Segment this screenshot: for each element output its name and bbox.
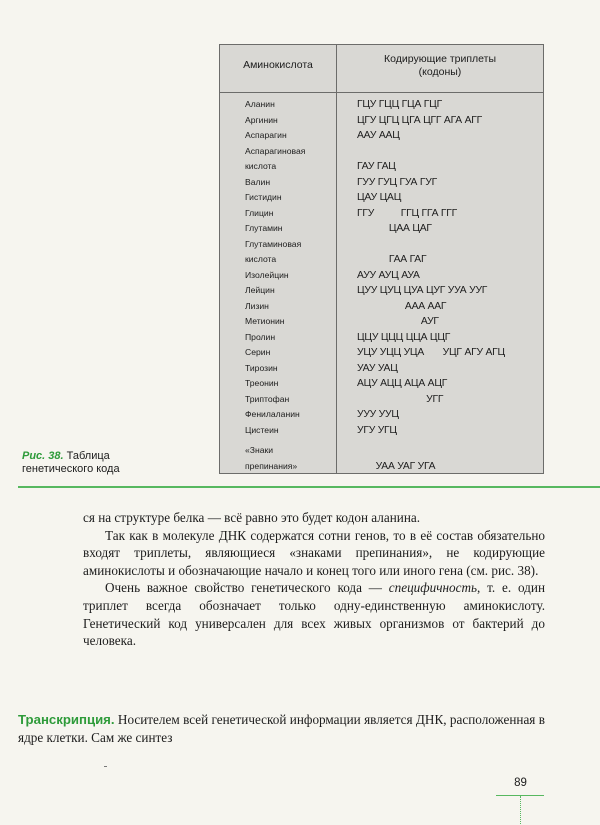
codon-list: УУУ УУЦ — [357, 409, 399, 420]
amino-acid-name: Аргинин — [245, 114, 278, 125]
paragraph-text: , т. е. один триплет всегда обозначает только одну-единственную аминокислоту. Генетический код универсален для всех живых организмов от бактерий до человека. — [83, 580, 545, 649]
codon-list: УАА УАГ УГА — [357, 460, 436, 472]
codon-list: ЦАА ЦАГ — [357, 223, 432, 234]
paragraph: Так как в молекуле ДНК содержатся сотни генов, то в её состав обязательно входят триплеты, являющиеся «знаками препинания», не кодирующие аминокислоты и обозначающие начало и конец того или иного гена (см. рис. 38). — [83, 527, 545, 578]
table-header-rule — [220, 92, 543, 93]
codon-list: ЦУУ ЦУЦ ЦУА ЦУГ УУА УУГ — [357, 285, 488, 296]
amino-acid-name: Глутамин — [245, 223, 283, 233]
amino-acid-name: Цистеин — [245, 424, 279, 435]
amino-acid-name: Глицин — [245, 207, 274, 218]
header-amino-acid: Аминокислота — [243, 59, 313, 71]
amino-acid-column — [245, 97, 335, 474]
amino-acid-name: Пролин — [245, 331, 276, 342]
codon-list — [357, 237, 539, 253]
amino-acid-name: Гистидин — [245, 192, 282, 202]
amino-acid-name: Фенилаланин — [245, 409, 300, 419]
figure-caption — [22, 450, 120, 476]
amino-acid-name: Серин — [245, 347, 271, 357]
codon-list: ЦЦУ ЦЦЦ ЦЦА ЦЦГ — [357, 331, 451, 343]
codon-list: ГАУ ГАЦ — [357, 161, 396, 172]
section-divider — [18, 486, 600, 488]
codon-list: ААУ ААЦ — [357, 130, 400, 141]
section-heading: Транскрипция. — [18, 712, 115, 727]
body-text — [83, 509, 545, 650]
codon-list: ЦАУ ЦАЦ — [357, 192, 402, 203]
codon-list: ГУУ ГУЦ ГУА ГУГ — [357, 176, 437, 188]
genetic-code-table — [219, 44, 544, 474]
amino-acid-name: кислота — [245, 254, 277, 264]
amino-acid-name: Аланин — [245, 99, 275, 109]
amino-acid-name: «Знаки — [245, 445, 274, 455]
figure-label: Рис. 38. — [22, 450, 64, 462]
caption-text-2: генетического кода — [22, 463, 120, 475]
codon-list: АУУ АУЦ АУА — [357, 269, 420, 281]
codon-list — [357, 443, 539, 459]
table-divider — [336, 45, 337, 473]
codon-list: ГГУ ГГЦ ГГА ГГГ — [357, 207, 458, 219]
header-codons-line2: (кодоны) — [418, 66, 462, 78]
amino-acid-name: Триптофан — [245, 393, 290, 404]
header-codons — [337, 53, 543, 79]
codon-list: УАУ УАЦ — [357, 362, 398, 374]
caption-text-1: Таблица — [63, 450, 110, 462]
paragraph-text: Очень важное свойство генетического кода — — [105, 580, 389, 596]
codon-list: ГЦУ ГЦЦ ГЦА ГЦГ — [357, 99, 442, 110]
amino-acid-name: Тирозин — [245, 362, 278, 373]
term-specificity: специфичность — [388, 580, 478, 596]
header-codons-line1: Кодирующие триплеты — [384, 53, 496, 65]
amino-acid-name: Изолейцин — [245, 269, 289, 280]
codon-list: ААА ААГ — [357, 300, 447, 312]
page-number: 89 — [514, 777, 527, 789]
amino-acid-name: Аспарагин — [245, 130, 287, 140]
amino-acid-name: Лизин — [245, 300, 269, 311]
amino-acid-name: Глутаминовая — [245, 238, 302, 249]
codon-list — [357, 144, 539, 160]
codon-list: АУГ — [357, 316, 439, 327]
amino-acid-name: Валин — [245, 176, 271, 187]
codon-list: УЦУ УЦЦ УЦА УЦГ АГУ АГЦ — [357, 347, 505, 358]
codon-list: УГГ — [357, 393, 444, 405]
section-text: Носителем всей генетической информации является ДНК, расположенная в ядре клетки. Сам же синтез — [18, 712, 545, 745]
transcription-section — [18, 711, 545, 746]
amino-acid-name: препинания» — [245, 460, 298, 471]
codon-column — [357, 97, 539, 474]
paragraph: ся на структуре белка — всё равно это будет кодон аланина. — [83, 510, 421, 525]
codon-list: ЦГУ ЦГЦ ЦГА ЦГГ АГА АГГ — [357, 114, 483, 126]
amino-acid-name: Аспарагиновая — [245, 145, 306, 156]
amino-acid-name: Метионин — [245, 316, 285, 326]
amino-acid-name: кислота — [245, 161, 277, 171]
paragraph — [83, 579, 545, 649]
amino-acid-name: Треонин — [245, 378, 279, 388]
amino-acid-name: Лейцин — [245, 285, 275, 295]
codon-list: ГАА ГАГ — [357, 254, 427, 265]
print-speck — [104, 766, 107, 767]
codon-list: УГУ УГЦ — [357, 424, 397, 436]
codon-list: АЦУ АЦЦ АЦА АЦГ — [357, 378, 448, 389]
page-number-tick — [520, 796, 521, 824]
